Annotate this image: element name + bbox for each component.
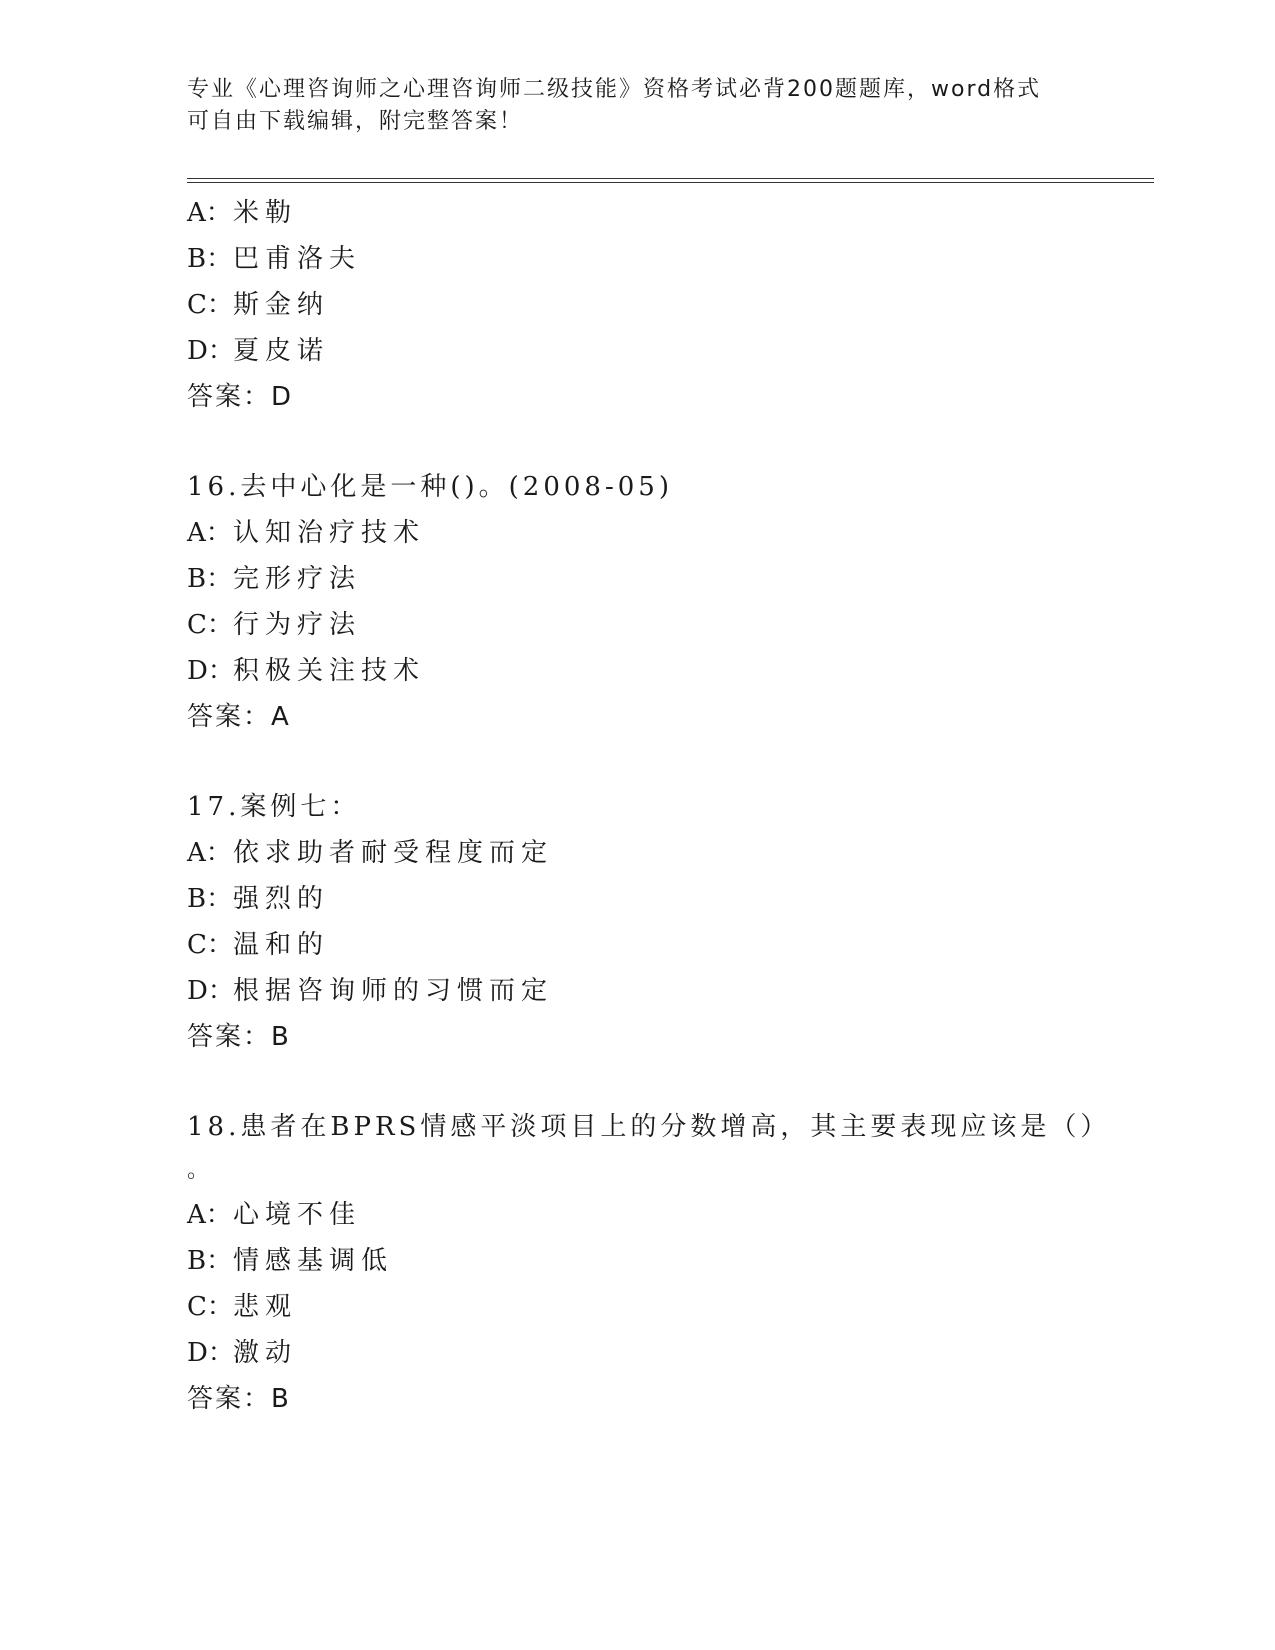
- option-text: 夏皮诺: [233, 336, 330, 366]
- option-key: B：: [187, 884, 233, 914]
- option-key: D：: [187, 976, 234, 1006]
- spacer: [187, 1060, 1147, 1104]
- option-key: B：: [187, 564, 233, 594]
- option-c: [187, 922, 1147, 968]
- option-d: [187, 648, 1147, 694]
- question-text-continued: 。: [187, 1158, 210, 1183]
- option-key: D：: [187, 656, 234, 686]
- option-key: B：: [187, 244, 233, 274]
- option-text: 根据咨询师的习惯而定: [233, 976, 554, 1006]
- option-text: 激动: [233, 1338, 298, 1368]
- header-rule-bottom: [187, 182, 1154, 183]
- option-text: 行为疗法: [233, 610, 362, 640]
- option-a: [187, 830, 1147, 876]
- option-b: [187, 236, 1147, 282]
- option-key: A：: [187, 198, 232, 228]
- header-line-1: 专业《心理咨询师之心理咨询师二级技能》资格考试必背200题题库，word格式: [187, 77, 1042, 102]
- option-c: [187, 602, 1147, 648]
- option-d: [187, 968, 1147, 1014]
- question-list: [187, 190, 1147, 1422]
- document-header: [187, 74, 1087, 138]
- option-a: [187, 190, 1147, 236]
- option-text: 斯金纳: [233, 290, 330, 320]
- question-18: [187, 1104, 1147, 1422]
- option-key: D：: [187, 336, 234, 366]
- answer-line: 答案：D: [187, 382, 294, 412]
- question-text: 17.案例七：: [187, 792, 361, 822]
- option-text: 心境不佳: [233, 1200, 362, 1230]
- answer-line: 答案：B: [187, 1022, 291, 1052]
- question-text: 16.去中心化是一种()。(2008-05): [187, 472, 673, 502]
- option-c: [187, 1284, 1147, 1330]
- option-key: A：: [187, 838, 232, 868]
- option-a: [187, 510, 1147, 556]
- option-text: 温和的: [233, 930, 330, 960]
- option-b: [187, 1238, 1147, 1284]
- question-15: [187, 190, 1147, 420]
- option-d: [187, 1330, 1147, 1376]
- option-key: A：: [187, 518, 232, 548]
- option-d: [187, 328, 1147, 374]
- spacer: [187, 740, 1147, 784]
- option-text: 积极关注技术: [233, 656, 426, 686]
- option-b: [187, 556, 1147, 602]
- option-key: C：: [187, 290, 233, 320]
- option-text: 认知治疗技术: [233, 518, 426, 548]
- question-16: [187, 464, 1147, 740]
- option-c: [187, 282, 1147, 328]
- option-text: 米勒: [233, 198, 298, 228]
- option-a: [187, 1192, 1147, 1238]
- answer-line: 答案：B: [187, 1384, 291, 1414]
- option-text: 完形疗法: [233, 564, 362, 594]
- option-key: C：: [187, 610, 233, 640]
- option-text: 强烈的: [233, 884, 330, 914]
- option-key: A：: [187, 1200, 232, 1230]
- spacer: [187, 420, 1147, 464]
- option-text: 情感基调低: [233, 1246, 394, 1276]
- question-17: [187, 784, 1147, 1060]
- option-text: 依求助者耐受程度而定: [233, 838, 554, 868]
- option-text: 悲观: [233, 1292, 298, 1322]
- option-b: [187, 876, 1147, 922]
- option-text: 巴甫洛夫: [233, 244, 362, 274]
- header-rule-top: [187, 178, 1154, 179]
- answer-line: 答案：A: [187, 702, 291, 732]
- option-key: C：: [187, 1292, 233, 1322]
- option-key: C：: [187, 930, 233, 960]
- question-text: 18.患者在BPRS情感平淡项目上的分数增高，其主要表现应该是（）: [187, 1112, 1111, 1142]
- header-line-2: 可自由下载编辑，附完整答案！: [187, 109, 524, 134]
- option-key: D：: [187, 1338, 234, 1368]
- option-key: B：: [187, 1246, 233, 1276]
